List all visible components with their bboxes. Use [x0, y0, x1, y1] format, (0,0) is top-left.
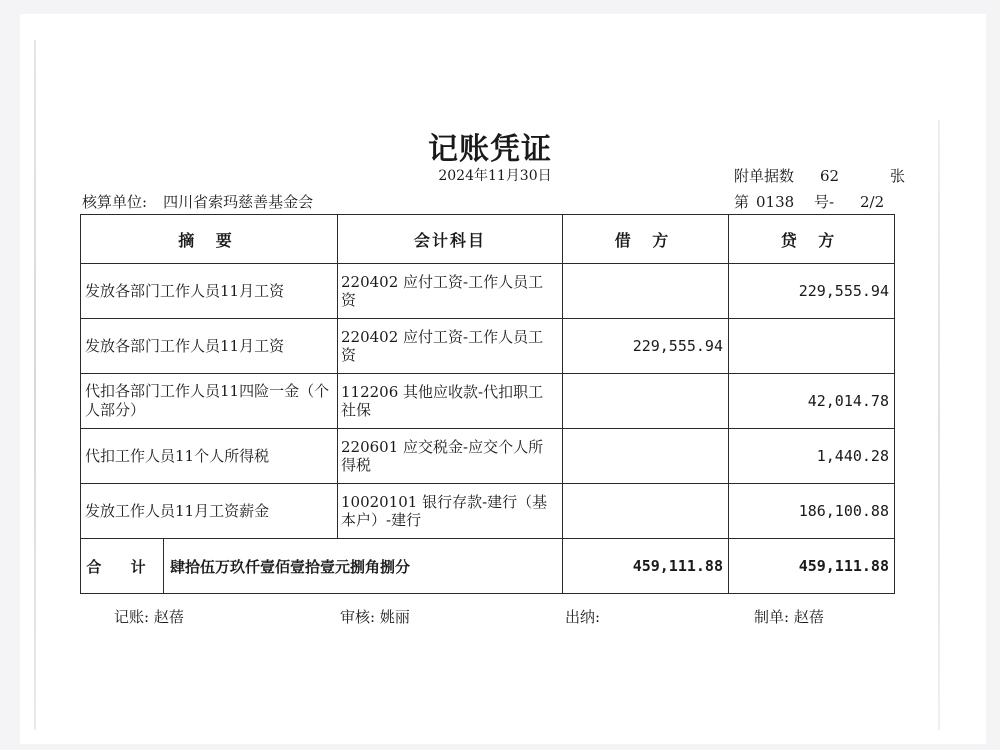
header-debit: 借 方 [563, 215, 729, 264]
attachment-unit: 张 [890, 167, 906, 185]
table-row [81, 374, 895, 429]
footer-cashier: 出纳: [565, 608, 601, 626]
voucher-table [80, 214, 895, 594]
row-account: 220402 应付工资-工作人员工资 [338, 319, 563, 374]
accounting-unit-label: 核算单位: [82, 193, 148, 211]
voucher-page: 2/2 [860, 193, 885, 211]
table-row [81, 484, 895, 539]
row-credit: 229,555.94 [729, 264, 895, 319]
row-credit: 186,100.88 [729, 484, 895, 539]
header-account: 会计科目 [338, 215, 563, 264]
table-row [81, 319, 895, 374]
table-header-row [81, 215, 895, 264]
row-account: 220402 应付工资-工作人员工资 [338, 264, 563, 319]
row-credit: 1,440.28 [729, 429, 895, 484]
total-cell [81, 539, 563, 594]
header-summary: 摘 要 [81, 215, 338, 264]
row-debit [563, 374, 729, 429]
total-credit: 459,111.88 [729, 539, 895, 594]
row-debit [563, 484, 729, 539]
accounting-unit [82, 191, 313, 212]
row-debit [563, 429, 729, 484]
row-summary: 代扣工作人员11个人所得税 [81, 429, 338, 484]
row-debit [563, 264, 729, 319]
attachment-number: 62 [820, 167, 840, 185]
table-row [81, 429, 895, 484]
row-summary: 发放各部门工作人员11月工资 [81, 319, 338, 374]
total-row [81, 539, 895, 594]
row-account: 112206 其他应收款-代扣职工社保 [338, 374, 563, 429]
voucher-no: 0138 [756, 193, 795, 211]
attachment-label: 附单据数 [734, 167, 795, 185]
row-summary: 发放工作人员11月工资薪金 [81, 484, 338, 539]
header-credit: 贷 方 [729, 215, 895, 264]
row-debit: 229,555.94 [563, 319, 729, 374]
total-label: 合 计 [81, 539, 164, 593]
row-summary: 发放各部门工作人员11月工资 [81, 264, 338, 319]
footer-bookkeeper: 记账: 赵蓓 [114, 608, 184, 626]
voucher-suffix: 号- [814, 193, 835, 211]
row-account: 10020101 银行存款-建行（基本户）-建行 [338, 484, 563, 539]
row-credit [729, 319, 895, 374]
voucher-title: 记账凭证 [428, 132, 552, 167]
footer-reviewer: 审核: 姚丽 [340, 608, 410, 626]
voucher-date: 2024年11月30日 [438, 168, 552, 184]
total-debit: 459,111.88 [563, 539, 729, 594]
paper-edge-right [938, 120, 940, 730]
accounting-unit-name: 四川省索玛慈善基金会 [163, 193, 314, 211]
voucher-number [734, 191, 884, 212]
table-row [81, 264, 895, 319]
footer-preparer: 制单: 赵蓓 [754, 608, 824, 626]
voucher-prefix: 第 [734, 193, 750, 211]
attachment-count [734, 165, 905, 186]
row-summary: 代扣各部门工作人员11四险一金（个人部分） [81, 374, 338, 429]
total-amount-words: 肆拾伍万玖仟壹佰壹拾壹元捌角捌分 [170, 557, 411, 576]
row-account: 220601 应交税金-应交个人所得税 [338, 429, 563, 484]
row-credit: 42,014.78 [729, 374, 895, 429]
